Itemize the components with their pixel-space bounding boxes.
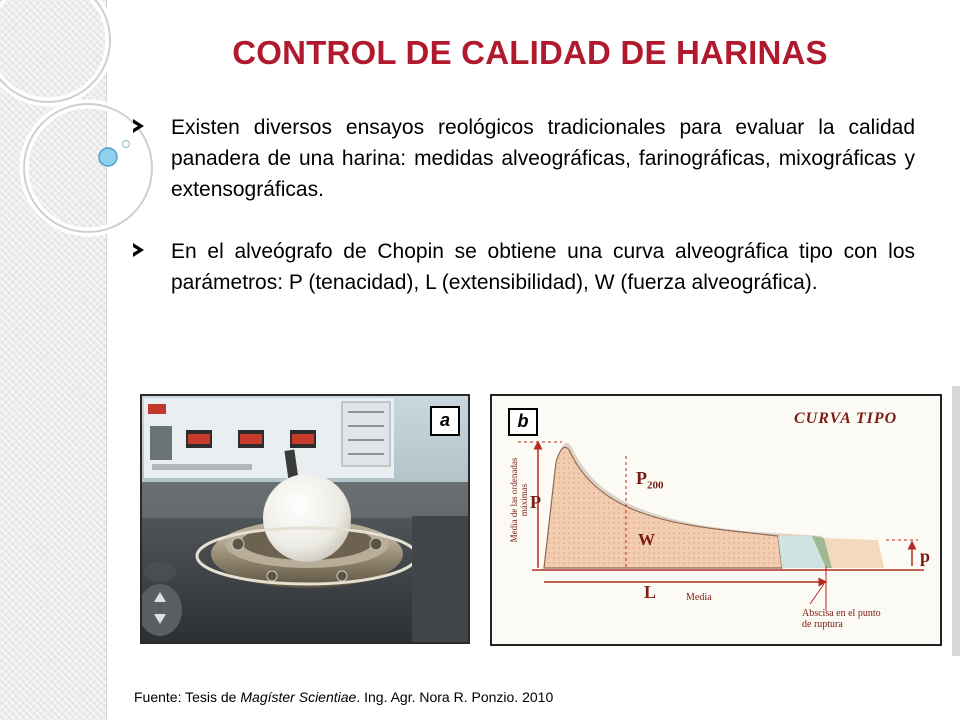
bullet-item — [133, 112, 915, 205]
bullet-text: En el alveógrafo de Chopin se obtiene una curva alveográfica tipo con los parámetros: P (tenacidad), L (extensibilidad), W (fuerza alveográfica). — [171, 240, 915, 294]
l-label: L — [644, 582, 657, 602]
alveograph-curve-figure — [490, 394, 942, 646]
abscisa-line2: de ruptura — [802, 619, 843, 630]
p200-label — [636, 468, 664, 492]
curve-title: CURVA TIPO — [794, 410, 898, 427]
bullet-item — [133, 236, 915, 298]
arrow-bullet-icon — [133, 243, 144, 257]
p200-main: P — [636, 468, 647, 488]
y-axis-caption-line2: máximas — [519, 483, 529, 517]
source-prefix: Fuente: Tesis de — [134, 689, 241, 705]
slide-title: CONTROL DE CALIDAD DE HARINAS — [232, 34, 828, 71]
alveograph-photo — [140, 394, 470, 644]
w-label: W — [638, 530, 655, 549]
p200-sub: 200 — [647, 479, 664, 492]
p-small-label: p — [920, 546, 931, 566]
source-italic: Magíster Scientiae — [240, 689, 357, 705]
abscisa-caption — [802, 608, 881, 630]
right-edge-strip — [952, 386, 960, 656]
media-label: Media — [686, 592, 712, 603]
figure-b-label: b — [508, 408, 538, 436]
abscisa-line1: Abscisa en el punto — [802, 608, 881, 619]
arrow-bullet-icon — [133, 119, 144, 133]
y-axis-caption — [509, 425, 529, 575]
p-label: P — [530, 492, 541, 512]
source-citation — [134, 689, 553, 705]
bullet-list — [133, 112, 915, 329]
y-axis-caption-line1: Media de las ordenadas — [509, 457, 519, 543]
bullet-text: Existen diversos ensayos reológicos tradicionales para evaluar la calidad panadera de una harina: medidas alveográficas, farinográficas, mixográficas y extensográficas. — [171, 116, 915, 201]
figure-a-label: a — [430, 406, 460, 436]
source-suffix: . Ing. Agr. Nora R. Ponzio. 2010 — [356, 689, 554, 705]
